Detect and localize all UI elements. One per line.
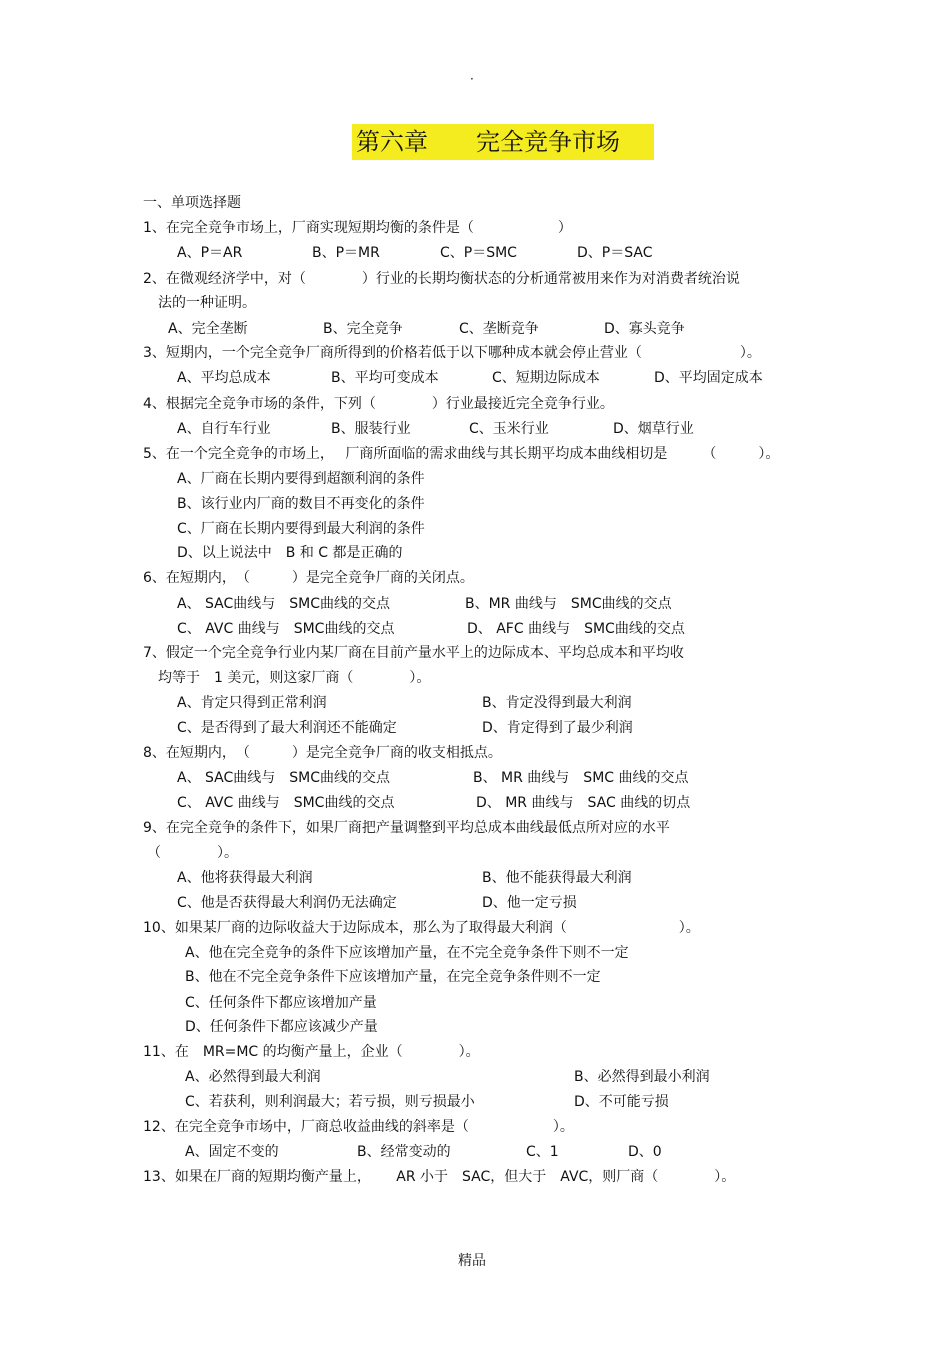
q6-option-c: C、 AVC 曲线与 SMC曲线的交点 (177, 621, 395, 637)
q9-option-b: B、他不能获得最大利润 (482, 870, 632, 886)
q2-option-c: C、垄断竞争 (459, 321, 539, 337)
question-2-line2: 法的一种证明。 (158, 295, 256, 311)
question-11: 11、在 MR=MC 的均衡产量上，企业（ ）。 (143, 1044, 480, 1060)
question-5: 5、在一个完全竞争的市场上， 厂商所面临的需求曲线与其长期平均成本曲线相切是 （ ）。 (143, 446, 780, 462)
question-9-line1: 9、在完全竞争的条件下，如果厂商把产量调整到平均总成本曲线最低点所对应的水平 (143, 820, 670, 836)
q10-option-a: A、他在完全竞争的条件下应该增加产量，在不完全竞争条件下则不一定 (185, 945, 629, 961)
question-4: 4、根据完全竞争市场的条件，下列（ ）行业最接近完全竞争行业。 (143, 396, 614, 412)
q12-option-d: D、0 (628, 1144, 662, 1160)
chapter-title: 第六章 完全竞争市场 (352, 124, 654, 160)
q3-option-a: A、平均总成本 (177, 370, 271, 386)
section-heading: 一、单项选择题 (143, 195, 241, 211)
q8-option-d: D、 MR 曲线与 SAC 曲线的切点 (476, 795, 691, 811)
q12-option-c: C、1 (526, 1144, 559, 1160)
question-12: 12、在完全竞争市场中，厂商总收益曲线的斜率是（ ）。 (143, 1119, 574, 1135)
page-footer: 精品 (458, 1253, 486, 1269)
q8-option-c: C、 AVC 曲线与 SMC曲线的交点 (177, 795, 395, 811)
q4-option-b: B、服装行业 (331, 421, 411, 437)
question-13: 13、如果在厂商的短期均衡产量上， AR 小于 SAC，但大于 AVC，则厂商（ ）。 (143, 1169, 736, 1185)
q5-option-d: D、以上说法中 B 和 C 都是正确的 (177, 545, 403, 561)
q3-option-c: C、短期边际成本 (492, 370, 600, 386)
q4-option-a: A、自行车行业 (177, 421, 271, 437)
q12-option-b: B、经常变动的 (357, 1144, 451, 1160)
q10-option-c: C、任何条件下都应该增加产量 (185, 995, 377, 1011)
q3-option-b: B、平均可变成本 (331, 370, 439, 386)
q7-option-a: A、肯定只得到正常利润 (177, 695, 327, 711)
q1-option-d: D、P＝SAC (577, 245, 653, 261)
question-6: 6、在短期内， （ ）是完全竞争厂商的关闭点。 (143, 570, 474, 586)
q7-option-b: B、肯定没得到最大利润 (482, 695, 632, 711)
question-7-line2: 均等于 1 美元，则这家厂商（ ）。 (158, 670, 431, 686)
q5-option-b: B、该行业内厂商的数目不再变化的条件 (177, 496, 425, 512)
q11-option-d: D、不可能亏损 (574, 1094, 669, 1110)
q3-option-d: D、平均固定成本 (654, 370, 763, 386)
q6-option-b: B、MR 曲线与 SMC曲线的交点 (465, 596, 672, 612)
q4-option-d: D、烟草行业 (613, 421, 694, 437)
question-1: 1、在完全竞争市场上，厂商实现短期均衡的条件是（ ） (143, 220, 572, 236)
q6-option-a: A、 SAC曲线与 SMC曲线的交点 (177, 596, 391, 612)
q1-option-a: A、P＝AR (177, 245, 243, 261)
q9-option-a: A、他将获得最大利润 (177, 870, 313, 886)
q10-option-b: B、他在不完全竞争条件下应该增加产量，在完全竞争条件则不一定 (185, 969, 601, 985)
q4-option-c: C、玉米行业 (469, 421, 549, 437)
q7-option-c: C、是否得到了最大利润还不能确定 (177, 720, 397, 736)
q11-option-a: A、必然得到最大利润 (185, 1069, 321, 1085)
q1-option-b: B、P＝MR (312, 245, 380, 261)
q9-option-d: D、他一定亏损 (482, 895, 577, 911)
q5-option-c: C、厂商在长期内要得到最大利润的条件 (177, 521, 425, 537)
question-3: 3、短期内，一个完全竞争厂商所得到的价格若低于以下哪种成本就会停止营业（ ）。 (143, 345, 761, 361)
q7-option-d: D、肯定得到了最少利润 (482, 720, 633, 736)
q6-option-d: D、 AFC 曲线与 SMC曲线的交点 (467, 621, 685, 637)
q11-option-c: C、若获利，则利润最大；若亏损，则亏损最小 (185, 1094, 475, 1110)
header-dot: · (470, 72, 474, 86)
q2-option-d: D、寡头竞争 (604, 321, 685, 337)
question-10: 10、如果某厂商的边际收益大于边际成本，那么为了取得最大利润（ ）。 (143, 920, 700, 936)
question-2-line1: 2、在微观经济学中，对（ ）行业的长期均衡状态的分析通常被用来作为对消费者统治说 (143, 271, 740, 287)
q11-option-b: B、必然得到最小利润 (574, 1069, 710, 1085)
q9-option-c: C、他是否获得最大利润仍无法确定 (177, 895, 397, 911)
q1-option-c: C、P＝SMC (440, 245, 517, 261)
q2-option-b: B、完全竞争 (323, 321, 403, 337)
q10-option-d: D、任何条件下都应该减少产量 (185, 1019, 378, 1035)
question-7-line1: 7、假定一个完全竞争行业内某厂商在目前产量水平上的边际成本、平均总成本和平均收 (143, 645, 684, 661)
question-9-line2: （ ）。 (147, 845, 238, 861)
question-8: 8、在短期内， （ ）是完全竞争厂商的收支相抵点。 (143, 745, 502, 761)
q8-option-b: B、 MR 曲线与 SMC 曲线的交点 (473, 770, 689, 786)
q12-option-a: A、固定不变的 (185, 1144, 279, 1160)
q8-option-a: A、 SAC曲线与 SMC曲线的交点 (177, 770, 391, 786)
q5-option-a: A、厂商在长期内要得到超额利润的条件 (177, 471, 425, 487)
q2-option-a: A、完全垄断 (168, 321, 248, 337)
